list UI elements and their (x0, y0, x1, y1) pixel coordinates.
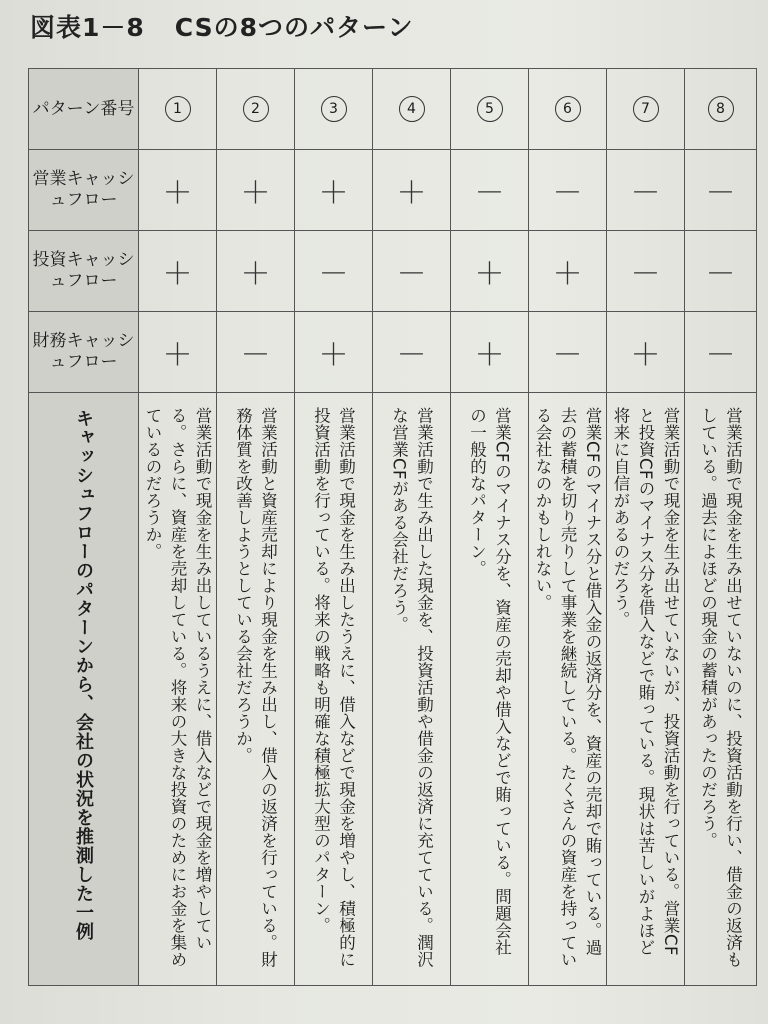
operating-cf-sign: ＋ (373, 150, 451, 231)
pattern-number: 1 (165, 96, 191, 122)
pattern-description: 営業CFのマイナス分を、資産の売却や借入などで賄っている。問題会社の一般的なパターン。 (467, 406, 512, 956)
pattern-number: 5 (477, 96, 503, 122)
figure-title (30, 8, 414, 44)
financing-cf-row (29, 312, 757, 393)
pattern-number: 3 (321, 96, 347, 122)
operating-cf-sign: ＋ (217, 150, 295, 231)
investing-cf-sign: － (295, 231, 373, 312)
pattern-number-cell (295, 69, 373, 150)
financing-cf-sign: ＋ (139, 312, 217, 393)
pattern-description: 営業活動で現金を生み出しているうえに、借入などで現金を増やしている。さらに、資産を売却している。将来の大きな投資のためにお金を集めているのだろうか。 (143, 406, 212, 968)
operating-cf-sign: － (529, 150, 607, 231)
operating-cf-sign: － (451, 150, 529, 231)
pattern-number: 8 (708, 96, 734, 122)
pattern-number-cell (373, 69, 451, 150)
financing-cf-sign: － (373, 312, 451, 393)
pattern-description-cell (685, 393, 757, 986)
investing-cf-row (29, 231, 757, 312)
financing-cf-sign: ＋ (295, 312, 373, 393)
investing-cf-sign: ＋ (451, 231, 529, 312)
investing-cf-sign: － (607, 231, 685, 312)
operating-cf-sign: － (607, 150, 685, 231)
cs-pattern-table (28, 68, 757, 986)
pattern-number: 6 (555, 96, 581, 122)
investing-cf-sign: ＋ (529, 231, 607, 312)
financing-cf-sign: － (217, 312, 295, 393)
financing-cf-header: 財務キャッシュフロー (29, 312, 139, 393)
investing-cf-sign: － (685, 231, 757, 312)
financing-cf-sign: － (529, 312, 607, 393)
pattern-description: 営業活動と資産売却により現金を生み出し、借入の返済を行っている。財務体質を改善しようとしている会社だろうか。 (233, 406, 278, 968)
investing-cf-header: 投資キャッシュフロー (29, 231, 139, 312)
pattern-description: 営業活動で現金を生み出せていないのに、投資活動を行い、借金の返済もしている。過去によほどの現金の蓄積があったのだろう。 (698, 406, 743, 968)
investing-cf-sign: － (373, 231, 451, 312)
pattern-number-cell (139, 69, 217, 150)
pattern-description: 営業活動で現金を生み出せていないが、投資活動を行っている。営業CFと投資CFのマイナス分を借入などで賄っている。現状は苦しいがよほど将来に自信があるのだろう。 (611, 406, 680, 956)
figure-caption: CSの8つのパターン (174, 13, 414, 42)
operating-cf-header: 営業キャッシュフロー (29, 150, 139, 231)
pattern-description-cell (529, 393, 607, 986)
pattern-description: 営業活動で生み出した現金を、投資活動や借金の返済に充てている。潤沢な営業CFがある会社だろう。 (389, 406, 434, 968)
pattern-description-cell (373, 393, 451, 986)
pattern-description: 営業CFのマイナス分と借入金の返済分を、資産の売却で賄っている。過去の蓄積を切り売りして事業を継続している。たくさんの資産を持っている会社なのかもしれない。 (533, 406, 602, 968)
pattern-number-cell (529, 69, 607, 150)
operating-cf-sign: － (685, 150, 757, 231)
situation-header (29, 393, 139, 986)
situation-header-text: キャッシュフローのパターンから、会社の状況を推測した一例 (73, 409, 94, 941)
pattern-description-cell (607, 393, 685, 986)
pattern-number: 7 (633, 96, 659, 122)
operating-cf-sign: ＋ (295, 150, 373, 231)
pattern-number-header: パターン番号 (29, 69, 139, 150)
operating-cf-row (29, 150, 757, 231)
pattern-number-row (29, 69, 757, 150)
financing-cf-sign: ＋ (607, 312, 685, 393)
pattern-number: 4 (399, 96, 425, 122)
financing-cf-sign: ＋ (451, 312, 529, 393)
operating-cf-sign: ＋ (139, 150, 217, 231)
figure-number: 図表1－8 (30, 13, 145, 42)
pattern-description-cell (139, 393, 217, 986)
pattern-description-cell (295, 393, 373, 986)
investing-cf-sign: ＋ (139, 231, 217, 312)
pattern-description-cell (451, 393, 529, 986)
investing-cf-sign: ＋ (217, 231, 295, 312)
pattern-description: 営業活動で現金を生み出したうえに、借入などで現金を増やし、積極的に投資活動を行っている。将来の戦略も明確な積極拡大型のパターン。 (311, 406, 356, 968)
pattern-number-cell (451, 69, 529, 150)
financing-cf-sign: － (685, 312, 757, 393)
situation-row (29, 393, 757, 986)
pattern-number-cell (607, 69, 685, 150)
pattern-description-cell (217, 393, 295, 986)
pattern-number-cell (685, 69, 757, 150)
pattern-number: 2 (243, 96, 269, 122)
pattern-number-cell (217, 69, 295, 150)
